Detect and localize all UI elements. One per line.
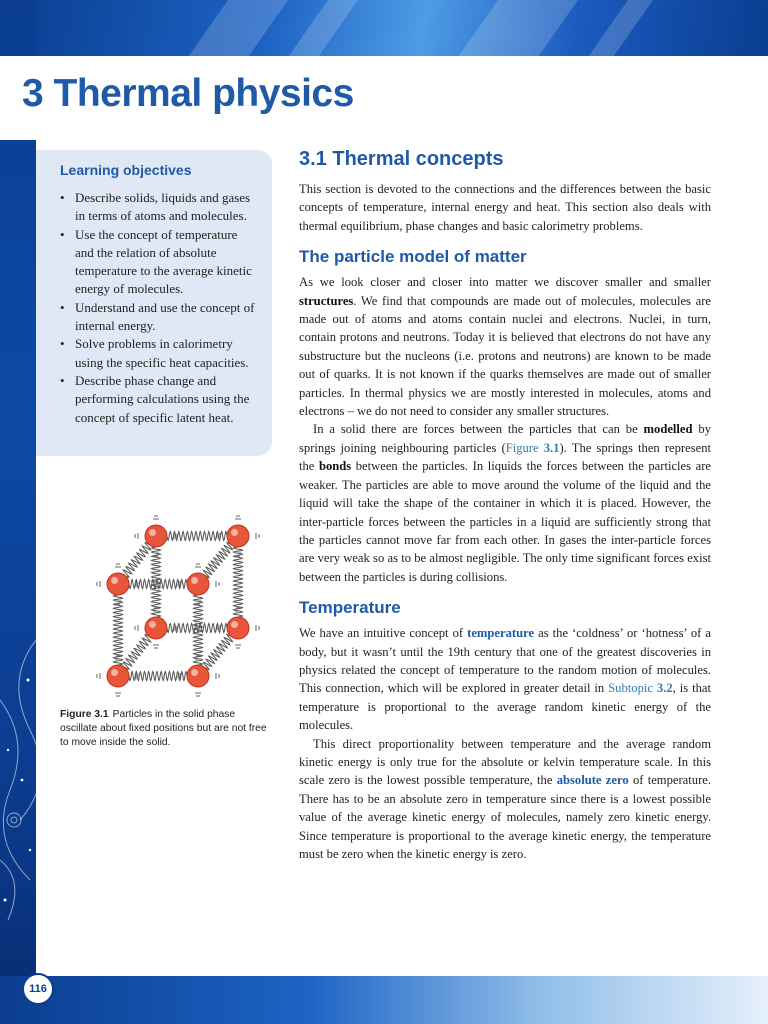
particle-highlight — [231, 529, 238, 536]
particle-highlight — [191, 669, 198, 676]
particle — [187, 665, 209, 687]
keyword-structures: structures — [299, 293, 354, 308]
keyword-modelled: modelled — [643, 422, 693, 437]
spring-bond — [123, 635, 150, 670]
objective-item: • Understand and use the concept of internal energy. — [60, 299, 256, 336]
temperature-paragraph-1: We have an intuitive concept of temperature as the ‘coldness’ or ‘hotness’ of a body, but it wasn’t until the 19th century that one of the greatest discoveries in physics related the concept of temperature to the random motion of molecules. This connection, which will be explored in greater detail in Subtopic 3.2, is that temperature is proportional to the average random kinetic energy of the molecules. — [299, 626, 711, 733]
particle — [227, 617, 249, 639]
particle-highlight — [231, 621, 238, 628]
figure-reference-link[interactable]: Figure 3.1 — [505, 440, 560, 455]
particle — [145, 617, 167, 639]
keyword-temperature: temperature — [467, 626, 535, 641]
section-title: 3.1 Thermal concepts — [299, 148, 504, 170]
particle — [107, 573, 129, 595]
particle-lattice-illustration — [88, 508, 268, 708]
objective-item: • Solve problems in calorimetry using the specific heat capacities. — [60, 335, 256, 372]
left-decorative-band — [0, 0, 36, 1024]
particle-model-paragraph-2: In a solid there are forces between the particles that can be modelled by springs joining neighbouring particles (Figure 3.1). The springs then represent the bonds between the particles. In liquids the forces between the particles are weaker. The particles are able to move around the volume of the liquid and the liquid will take the shape of the container in which it is placed. However, the inter-particle forces between the particles in a liquid are sufficiently strong that the particles cannot move far from each other. In gases the inter-particle forces are very weak so as to be almost negligible. The only time significant forces exist between the particles is during collisions. — [299, 422, 712, 584]
objective-item: • Describe solids, liquids and gases in terms of atoms and molecules. — [60, 189, 256, 226]
section-intro: This section is devoted to the connections and the differences between the basic concepts of temperature, internal energy and heat. This section also deals with thermal equilibrium, phase changes and basic calorimetry problems. — [299, 182, 711, 233]
figure-caption-text: Particles in the solid phase oscillate about fixed positions but are not free to move inside the solid. — [60, 709, 267, 748]
spring-bond — [167, 532, 227, 541]
learning-objectives-list — [60, 189, 256, 427]
spring-bond — [194, 595, 203, 665]
keyword-bonds: bonds — [318, 459, 352, 474]
main-column — [299, 148, 711, 863]
temperature-paragraph-2: This direct proportionality between temperature and the average random kinetic energy is only true for the absolute or kelvin temperature scale. In this scale zero is the lowest possible temperature, the absolute zero of temperature. There has to be an absolute zero in temperature since there is a lowest possible value of the average kinetic energy of molecules, namely zero kinetic energy. Since temperature is proportional to the average kinetic energy, the temperature must be zero when the kinetic energy is zero. — [299, 736, 711, 861]
particle-highlight — [111, 669, 118, 676]
figure-particle-lattice — [88, 508, 268, 708]
spring-bond — [204, 542, 233, 577]
particle — [107, 665, 129, 687]
spring-bond — [234, 547, 243, 617]
objective-item: • Describe phase change and performing calculations using the concept of specific latent heat. — [60, 372, 256, 427]
spring-bond — [114, 595, 123, 665]
spring-bond — [123, 543, 150, 578]
spring-bond — [204, 634, 233, 669]
keyword-absolute-zero: absolute zero — [556, 773, 629, 788]
figure-caption — [60, 708, 270, 750]
particle — [145, 525, 167, 547]
particle — [187, 573, 209, 595]
objective-item: • Use the concept of temperature and the relation of absolute temperature to the average kinetic energy of molecules. — [60, 226, 256, 299]
bottom-decorative-band — [0, 976, 768, 1024]
top-decorative-band — [0, 0, 768, 56]
particle-highlight — [191, 577, 198, 584]
spring-bond — [129, 580, 187, 589]
chapter-title: 3 Thermal physics — [22, 72, 354, 115]
heading-particle-model: The particle model of matter — [299, 247, 527, 267]
figure-label: Figure 3.1 — [60, 709, 109, 720]
subtopic-reference-link[interactable]: Subtopic 3.2 — [608, 681, 673, 696]
particle-highlight — [149, 529, 156, 536]
learning-objectives-title: Learning objectives — [60, 162, 192, 178]
particle-model-paragraph-1: As we look closer and closer into matter we discover smaller and smaller structures. We find that compounds are made out of molecules, molecules are made out of atoms and atoms contain nuclei and electrons. Nuclei, in turn, contain protons and neutrons. Today it is believed that electrons do not have any substructure but the nucleons (i.e. protons and neutrons) are known to be made out of quarks. It is not known if the quarks themselves are made out of smaller particles. In thermal physics we are mostly interested in molecules, atoms and electrons – we do not need to consider any smaller structures. — [299, 275, 711, 419]
particle — [227, 525, 249, 547]
page-number: 116 — [22, 973, 54, 1005]
spring-bond — [129, 672, 187, 681]
particle-highlight — [111, 577, 118, 584]
heading-temperature: Temperature — [299, 598, 401, 618]
particle-highlight — [149, 621, 156, 628]
